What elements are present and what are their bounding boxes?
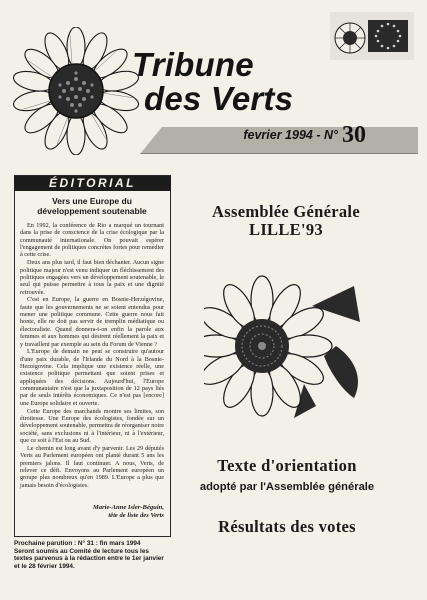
eu-flag-icon — [330, 12, 414, 60]
masthead-title-line1: Tribune — [132, 46, 254, 83]
editorial-paragraph: Le chemin est long avant d'y parvenir. Les 29 députés Verts au Parlement européen ont planté durant 5 ans les premiers jalons. Il faut continuer. A nous, Verts, de relever ce défi. Envoyons au Parlement européen un groupe plus nombreux qu'en 1989. L'Europe a plus que jamais besoin d'écologistes. — [20, 444, 164, 489]
assembly-headline — [176, 203, 396, 239]
masthead-title — [132, 48, 322, 116]
editorial-headline-line2: développement soutenable — [37, 206, 147, 216]
assembly-headline-line2: LILLE'93 — [249, 220, 323, 239]
editorial-body — [20, 222, 164, 489]
orientation-title: Texte d'orientation — [217, 456, 357, 475]
sunflower-logo-icon — [12, 27, 140, 155]
editorial-paragraph: L'Europe de demain ne peut se construire qu'autour d'une paix durable, de l'Irlande du Nord à la Bosnie-Herzégovine. Cela implique une existence réelle, une existence politique permettant que soient prises et appliquées des décisions. Aujourd'hui, l'Europe communautaire n'est que la juxtaposition de 12 pays liés par de seuls intérêts économiques. Ce n'est pas [encore] une Europe solidaire et ouverte. — [20, 348, 164, 407]
editorial-paragraph: Cette Europe des marchands montre ses limites, son étroitesse. Une Europe des écologistes, fondée sur un développement soutenable, permettra de réorganiser notre société, sans exclusions ni à l'intérieur, ni à l'extérieur, que ce soit à l'Est ou au Sud. — [20, 407, 164, 444]
sunflower-emblem-icon — [204, 266, 374, 426]
issue-number: 30 — [342, 122, 366, 148]
editorial-headline-line1: Vers une Europe du — [52, 196, 132, 206]
editorial-author-role: tête de liste des Verts — [108, 512, 164, 519]
issue-date: fevrier 1994 - N° — [243, 128, 338, 142]
footer-line3: textes parvenus à la rédaction entre le 1er janvier — [14, 555, 164, 562]
editorial-paragraph: Deux ans plus tard, il faut bien déchanter. Aucun signe politique majeur n'est venu indiquer un fléchissement des politiques engagées vers un développement soutenable, le seul qui puisse permettre à tous la paix et une dignité retrouvée. — [20, 259, 164, 296]
orientation-subtitle: adopté par l'Assemblée générale — [199, 481, 375, 493]
editorial-paragraph: C'est en Europe, la guerre en Bosnie-Herzégovine, faute que les gouvernements ne se soient entendus pour mener une politique commune. Cette guerre nous fait honte, elle ne doit pas servir de tremplin médiatique ou électoraliste. Quand donnera-t-on enfin la parole aux femmes et aux hommes qui désirent réellement la paix et y travaillent par exemple au sein du Forum de Vienne ? — [20, 296, 164, 348]
footer-line1: Prochaine parution : N° 31 : fin mars 1994 — [14, 540, 141, 547]
masthead-title-line2: des Verts — [144, 80, 294, 117]
editorial-label: ÉDITORIAL — [14, 176, 171, 191]
editorial-author: Marie-Anne Isler-Béguin, — [92, 504, 164, 511]
footer-line4: et le 28 février 1994. — [14, 562, 75, 570]
editorial-headline — [20, 196, 164, 216]
footer-note — [14, 540, 174, 570]
editorial-paragraph: En 1992, la conférence de Rio a marqué un tournant dans la prise de conscience de la crise écologique par la communauté internationale. On pouvait espérer l'engagement de politiques concrètes fortes pour remédier à cette crise. — [20, 222, 164, 259]
assembly-headline-line1: Assemblée Générale — [212, 202, 360, 221]
vote-results-title: Résultats des votes — [218, 517, 356, 536]
footer-line2: Seront soumis au Comité de lecture tous les — [14, 547, 149, 555]
editorial-signature — [20, 504, 164, 520]
